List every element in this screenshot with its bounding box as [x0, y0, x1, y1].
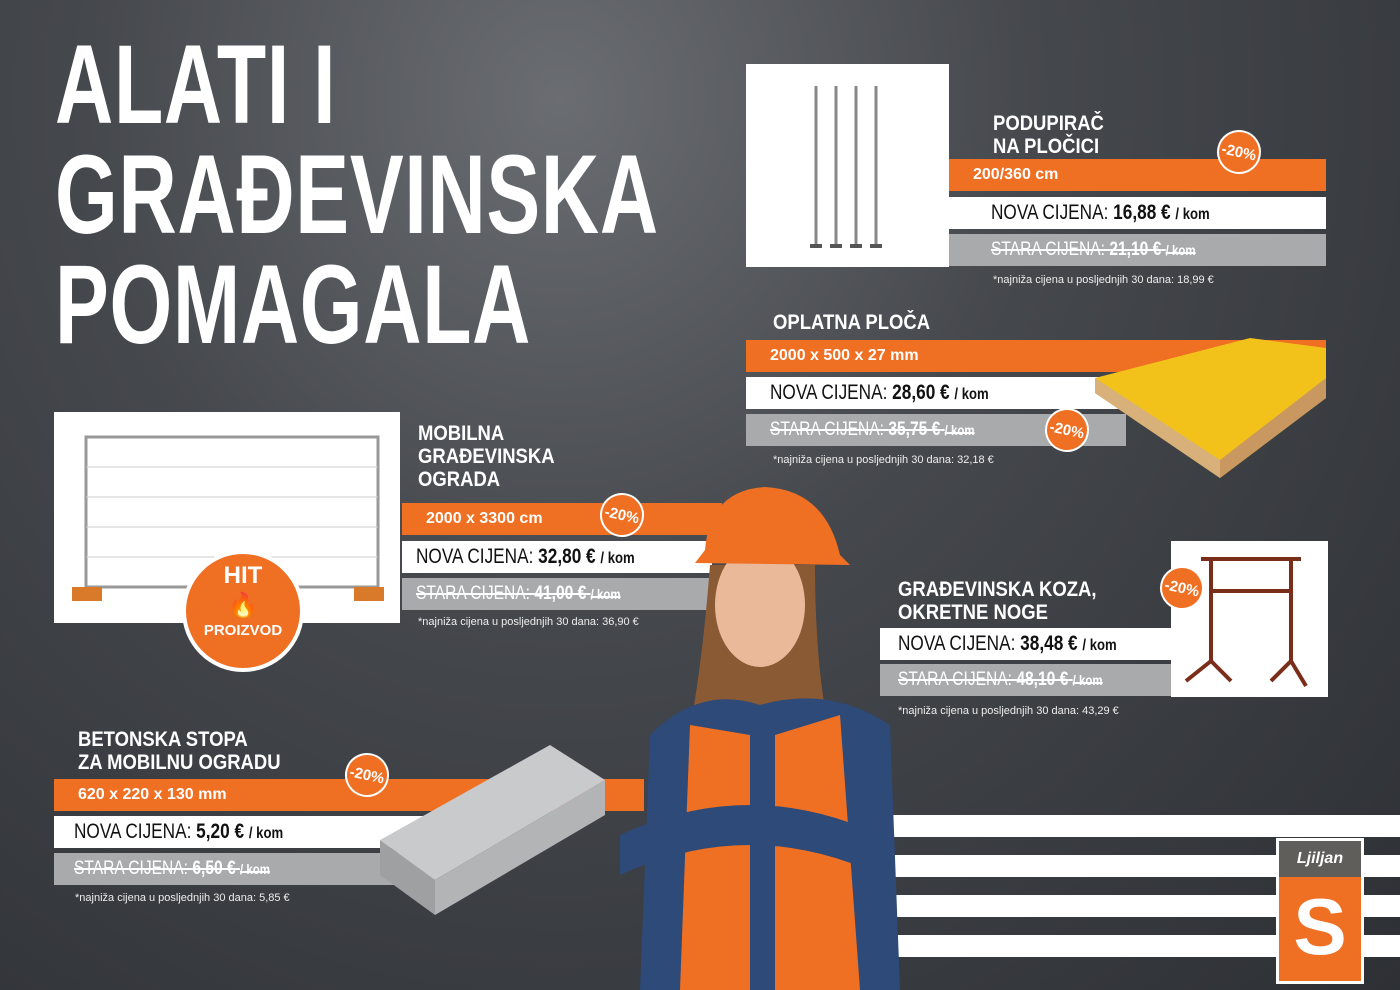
discount-badge: -20% — [1213, 126, 1265, 178]
new-price: 32,80 € — [538, 545, 596, 568]
discount-badge: -20% — [341, 749, 393, 801]
note-label: *najniža cijena u posljednjih 30 dana: — [773, 454, 955, 466]
old-price: 35,75 € — [888, 419, 941, 440]
title-line: GRAĐEVINSKA — [418, 445, 555, 468]
unit: / kom — [1072, 672, 1103, 688]
title-line: BETONSKA STOPA — [78, 728, 248, 751]
old-price-bar — [880, 664, 1171, 696]
new-label: NOVA CIJENA: — [416, 545, 534, 568]
fire-icon: 🔥 — [228, 592, 258, 619]
new-price: 16,88 € — [1113, 201, 1171, 224]
product-image-props — [746, 64, 949, 267]
old-price: 21,10 € — [1109, 239, 1162, 260]
ljiljan-logo — [1276, 838, 1364, 984]
product-title — [773, 311, 930, 334]
old-label: STARA CIJENA: — [74, 858, 188, 879]
old-price: 41,00 € — [534, 583, 587, 604]
product-image-formwork-board — [1090, 338, 1330, 483]
lowest-price-note — [898, 705, 1119, 717]
new-price-bar — [746, 377, 1126, 409]
title-line: GRAĐEVINSKA KOZA, — [898, 578, 1097, 601]
unit: / kom — [1165, 242, 1196, 258]
unit: / kom — [1082, 637, 1117, 654]
old-price: 48,10 € — [1016, 669, 1069, 690]
old-label: STARA CIJENA: — [770, 419, 884, 440]
discount-badge: -20% — [1041, 404, 1093, 456]
old-label: STARA CIJENA: — [898, 669, 1012, 690]
note-label: *najniža cijena u posljednjih 30 dana: — [75, 892, 257, 904]
old-price: 6,50 € — [192, 858, 236, 879]
old-price-bar — [949, 234, 1326, 266]
old-label: STARA CIJENA: — [991, 239, 1105, 260]
lowest-price: 43,29 € — [1082, 705, 1119, 717]
note-label: *najniža cijena u posljednjih 30 dana: — [418, 616, 600, 628]
unit: / kom — [954, 386, 989, 403]
size: 2000 x 500 x 27 mm — [770, 347, 919, 364]
logo-s-mark: S — [1293, 882, 1347, 971]
logo-text: Ljiljan — [1279, 841, 1361, 877]
title-line: OKRETNE NOGE — [898, 601, 1048, 624]
product-title — [78, 728, 281, 774]
discount-badge: -20% — [1156, 562, 1208, 614]
lowest-price-note — [773, 454, 994, 466]
new-price: 28,60 € — [892, 381, 950, 404]
discount-badge: -20% — [596, 489, 648, 541]
lowest-price-note — [993, 274, 1214, 286]
size-bar — [949, 159, 1326, 191]
product-image-concrete-block — [375, 740, 610, 918]
new-label: NOVA CIJENA: — [898, 632, 1016, 655]
unit: / kom — [248, 825, 284, 842]
unit: / kom — [600, 550, 635, 567]
headline-line: ALATI I — [55, 22, 337, 147]
new-label: NOVA CIJENA: — [770, 381, 888, 404]
size: 620 x 220 x 130 mm — [78, 786, 227, 803]
new-label: NOVA CIJENA: — [74, 820, 192, 843]
worker-photo — [600, 475, 910, 990]
lowest-price: 18,99 € — [1177, 274, 1214, 286]
title-line: PODUPIRAČ — [993, 112, 1104, 135]
unit: / kom — [1175, 206, 1210, 223]
new-price: 38,48 € — [1020, 632, 1078, 655]
title-line: NA PLOČICI — [993, 135, 1100, 158]
headline-line: POMAGALA — [55, 242, 532, 367]
headline-line: GRAĐEVINSKA — [55, 132, 659, 257]
hit-product-badge — [182, 550, 304, 672]
unit: / kom — [590, 586, 621, 602]
new-price-bar — [880, 628, 1171, 660]
note-label: *najniža cijena u posljednjih 30 dana: — [993, 274, 1175, 286]
lowest-price: 36,90 € — [602, 616, 639, 628]
title-line: MOBILNA — [418, 422, 505, 445]
size: 200/360 cm — [973, 166, 1059, 183]
title-line: OPLATNA PLOČA — [773, 311, 931, 334]
product-image-trestle — [1171, 541, 1328, 697]
note-label: *najniža cijena u posljednjih 30 dana: — [898, 705, 1080, 717]
lowest-price: 5,85 € — [259, 892, 290, 904]
product-title — [993, 112, 1104, 158]
product-text: PROIZVOD — [203, 622, 283, 639]
old-label: STARA CIJENA: — [416, 583, 530, 604]
product-title — [418, 422, 555, 491]
new-price-bar — [949, 197, 1326, 229]
size: 2000 x 3300 cm — [426, 510, 543, 527]
hit-text: HIT — [223, 562, 263, 589]
title-line: ZA MOBILNU OGRADU — [78, 751, 281, 774]
unit: / kom — [239, 861, 270, 877]
lowest-price: 32,18 € — [957, 454, 994, 466]
new-label: NOVA CIJENA: — [991, 201, 1109, 224]
product-title — [898, 578, 1097, 624]
unit: / kom — [944, 422, 975, 438]
headline — [55, 22, 659, 367]
lowest-price-note — [75, 892, 290, 904]
title-line: OGRADA — [418, 468, 501, 491]
new-price: 5,20 € — [196, 820, 245, 843]
